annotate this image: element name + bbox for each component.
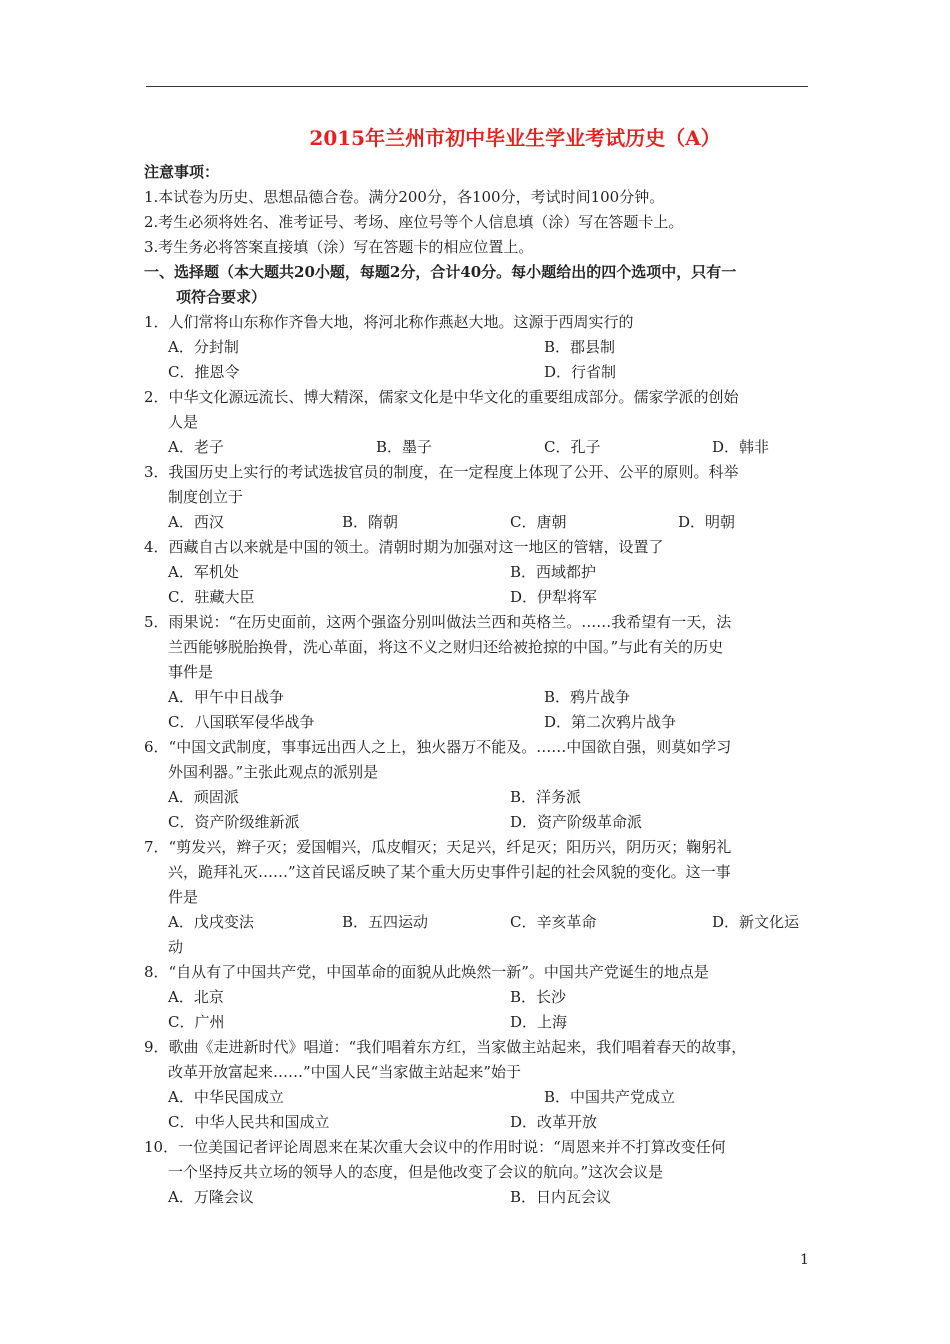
q9-option-d: D．改革开放 [510, 1113, 598, 1131]
q8-option-a: A．北京 [168, 988, 224, 1006]
q6-option-a: A．顽固派 [168, 788, 239, 806]
question-10-cont: 一个坚持反共立场的领导人的态度，但是他改变了会议的航向。”这次会议是 [168, 1163, 664, 1181]
q2-options [144, 435, 814, 460]
notice-item-2: 2.考生必须将姓名、准考证号、考场、座位号等个人信息填（涂）写在答题卡上。 [144, 213, 684, 231]
q5-option-c: C．八国联军侵华战争 [168, 713, 315, 731]
q10-option-a: A．万隆会议 [168, 1188, 254, 1206]
q7-option-d: D．新文化运 [712, 913, 800, 931]
question-5-cont-1: 兰西能够脱胎换骨，洗心革面，将这不义之财归还给被抢掠的中国。”与此有关的历史 [168, 638, 724, 656]
question-9: 9．歌曲《走进新时代》唱道：“我们唱着东方红，当家做主站起来，我们唱着春天的故事， [144, 1038, 747, 1056]
q5-option-b: B．鸦片战争 [544, 688, 631, 706]
q4-option-d: D．伊犁将军 [510, 588, 598, 606]
q2-option-a: A．老子 [168, 438, 224, 456]
q1-option-d: D．行省制 [544, 363, 617, 381]
question-7: 7．“剪发兴，辫子灭；爱国帽兴，瓜皮帽灭；天足兴，纤足灭；阳历兴，阴历灭；鞠躬礼 [144, 838, 732, 856]
section-heading: 一、选择题（本大题共20小题，每题2分，合计40分。每小题给出的四个选项中，只有一 [144, 263, 737, 281]
q7-option-d-cont: 动 [168, 938, 184, 956]
q5-options-row1 [144, 685, 814, 710]
notice-item-3: 3.考生务必将答案直接填（涂）写在答题卡的相应位置上。 [144, 238, 534, 256]
q9-options-row1 [144, 1085, 814, 1110]
q1-option-a: A．分封制 [168, 338, 239, 356]
q1-option-c: C．推恩令 [168, 363, 240, 381]
q9-options-row2 [144, 1110, 814, 1135]
q6-options-row2 [144, 810, 814, 835]
question-2: 2．中华文化源远流长、博大精深，儒家文化是中华文化的重要组成部分。儒家学派的创始 [144, 388, 739, 406]
q7-option-a: A．戊戌变法 [168, 913, 254, 931]
q4-options-row1 [144, 560, 814, 585]
q10-option-b: B．日内瓦会议 [510, 1188, 612, 1206]
question-1: 1．人们常将山东称作齐鲁大地，将河北称作燕赵大地。这源于西周实行的 [144, 313, 634, 331]
q1-options-row2 [144, 360, 814, 385]
question-9-cont: 改革开放富起来……”中国人民“当家做主站起来”始于 [168, 1063, 522, 1081]
q2-option-b: B．墨子 [376, 438, 433, 456]
q3-option-b: B．隋朝 [342, 513, 399, 531]
q8-options-row2 [144, 1010, 814, 1035]
q6-option-c: C．资产阶级维新派 [168, 813, 300, 831]
q9-option-b: B．中国共产党成立 [544, 1088, 676, 1106]
q7-options [144, 910, 814, 935]
q2-option-c: C．孔子 [544, 438, 601, 456]
q9-option-c: C．中华人民共和国成立 [168, 1113, 330, 1131]
q2-option-d: D．韩非 [712, 438, 770, 456]
header-rule [146, 86, 808, 87]
question-3-cont: 制度创立于 [168, 488, 244, 506]
q5-option-a: A．甲午中日战争 [168, 688, 284, 706]
question-2-cont: 人是 [168, 413, 199, 431]
q8-option-c: C．广州 [168, 1013, 225, 1031]
question-5-cont-2: 事件是 [168, 663, 214, 681]
q7-option-b: B．五四运动 [342, 913, 429, 931]
q4-option-c: C．驻藏大臣 [168, 588, 255, 606]
question-8: 8．“自从有了中国共产党，中国革命的面貌从此焕然一新”。中国共产党诞生的地点是 [144, 963, 709, 981]
question-6-cont: 外国利器。”主张此观点的派别是 [168, 763, 379, 781]
section-heading-cont: 项符合要求） [176, 288, 267, 306]
q4-option-b: B．西域都护 [510, 563, 597, 581]
q10-options-row1 [144, 1185, 814, 1210]
q5-option-d: D．第二次鸦片战争 [544, 713, 677, 731]
q7-option-c: C．辛亥革命 [510, 913, 597, 931]
q9-option-a: A．中华民国成立 [168, 1088, 284, 1106]
q8-options-row1 [144, 985, 814, 1010]
q3-option-d: D．明朝 [678, 513, 736, 531]
q3-options [144, 510, 814, 535]
question-7-cont-2: 件是 [168, 888, 199, 906]
question-3: 3．我国历史上实行的考试选拔官员的制度，在一定程度上体现了公开、公平的原则。科举 [144, 463, 739, 481]
q8-option-b: B．长沙 [510, 988, 567, 1006]
page-number: 1 [800, 1252, 809, 1268]
notice-item-1: 1.本试卷为历史、思想品德合卷。满分200分，各100分，考试时间100分钟。 [144, 188, 665, 206]
question-6: 6．“中国文武制度，事事远出西人之上，独火器万不能及。……中国欲自强，则莫如学习 [144, 738, 732, 756]
q6-options-row1 [144, 785, 814, 810]
notice-heading: 注意事项： [144, 163, 220, 181]
exam-content [144, 160, 814, 1210]
q5-options-row2 [144, 710, 814, 735]
q3-option-c: C．唐朝 [510, 513, 567, 531]
q6-option-b: B．洋务派 [510, 788, 582, 806]
question-7-cont-1: 兴，跪拜礼灭……”这首民谣反映了某个重大历史事件引起的社会风貌的变化。这一事 [168, 863, 731, 881]
q3-option-a: A．西汉 [168, 513, 224, 531]
question-10: 10．一位美国记者评论周恩来在某次重大会议中的作用时说：“周恩来并不打算改变任何 [144, 1138, 726, 1156]
q4-options-row2 [144, 585, 814, 610]
q4-option-a: A．军机处 [168, 563, 239, 581]
q8-option-d: D．上海 [510, 1013, 568, 1031]
question-5: 5．雨果说：“在历史面前，这两个强盗分别叫做法兰西和英格兰。……我希望有一天，法 [144, 613, 732, 631]
q1-options-row1 [144, 335, 814, 360]
page-title: 2015年兰州市初中毕业生学业考试历史（A） [309, 126, 721, 150]
q6-option-d: D．资产阶级革命派 [510, 813, 643, 831]
question-4: 4．西藏自古以来就是中国的领土。清朝时期为加强对这一地区的管辖，设置了 [144, 538, 664, 556]
q1-option-b: B．郡县制 [544, 338, 616, 356]
